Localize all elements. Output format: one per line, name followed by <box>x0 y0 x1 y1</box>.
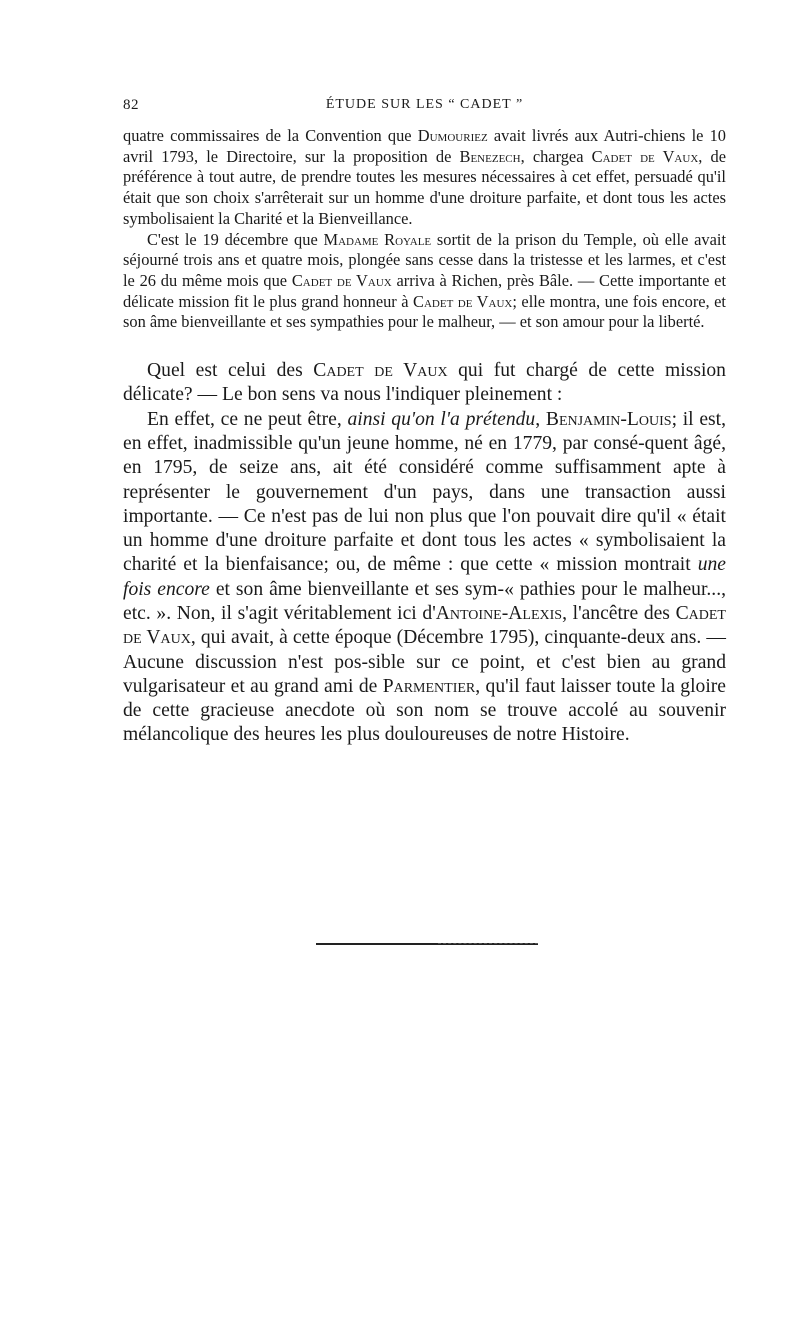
running-title: ÉTUDE SUR LES “ CADET ” <box>325 97 524 112</box>
page-header <box>123 97 726 119</box>
text-span: , chargea <box>520 146 592 166</box>
name-cadet-de-vaux: Cadet de Vaux <box>291 270 392 290</box>
text-span: En effet, ce ne peut être, <box>147 408 348 430</box>
text-span: quatre commissaires de la Convention que <box>123 126 418 145</box>
text-span: ; il est, en effet, inadmissible qu'un jeune homme, né en 1779, par consé-quent âgé, en 1795, de seize ans, ait été considéré comme suffisamment apte à représenter le gouvernement d'un pays, dans une transaction aussi importante. — Ce n'est pas de lui non plus que l'on pouvait dire qu'il « était un homme d'une droiture parfaite et dont tous les actes « symbolisaient la charité et la bienfaisance; ou, de même : que cette « mission montrait <box>123 408 727 576</box>
name-madame-royale: Madame Royale <box>323 229 432 249</box>
text-span: , qui avait, à cette époque (Décembre 1795), cinquante-deux ans. — Aucune discussion n'est pos-sible sur ce point, et c'est bien au grand vulgarisateur et au grand ami de <box>123 627 726 697</box>
text-span: sortit de la prison du Temple, où elle avait séjourné trois ans et quatre mois, plongée sans cesse dans la tristesse et les larmes, et c'est le 26 du même mois que <box>123 229 726 290</box>
page-number: 82 <box>123 97 139 113</box>
text-span: , l'ancêtre des <box>562 603 676 624</box>
paragraph-4 <box>123 408 726 748</box>
name-benezech: Benezech <box>459 146 521 166</box>
name-parmentier: Parmentier <box>382 675 476 697</box>
section-end-rule-tail <box>438 943 538 944</box>
italic-phrase: une fois encore <box>123 554 726 600</box>
name-antoine-alexis: Antoine-Alexis <box>435 603 563 624</box>
name-cadet-de-vaux: Cadet de Vaux <box>313 360 448 382</box>
text-span: arriva à Richen, près Bâle. — Cette importante et délicate mission fit le plus grand honneur à <box>123 270 726 311</box>
text-span: , <box>535 408 546 430</box>
page-body <box>123 97 726 748</box>
paragraph-3 <box>123 359 726 408</box>
name-cadet-de-vaux: Cadet de Vaux <box>123 603 726 649</box>
text-span: , qu'il faut laisser toute la gloire de cette gracieuse anecdote où son nom se trouve accolé au souvenir mélancolique des heures les plus douloureuses de notre Histoire. <box>123 675 727 746</box>
name-cadet-de-vaux: Cadet de Vaux <box>591 146 699 166</box>
name-dumouriez: Dumouriez <box>417 126 488 145</box>
paragraph-2 <box>123 230 726 334</box>
text-span: , de préférence à tout autre, de prendre toutes les mesures nécessaires à cet effet, persuadé qu'il était que son choix s'arrêterait sur un homme d'une droiture parfaite, et dont tous les actes symbolisaient la Charité et la Bienveillance. <box>123 146 726 228</box>
text-span: et son âme bienveillante et ses sym-« pathies pour le malheur..., etc. ». Non, il s'agit véritablement ici d' <box>123 578 726 624</box>
text-span: avait livrés aux Autri-chiens le 10 avril 1793, le Directoire, sur la proposition de <box>123 126 726 166</box>
name-benjamin-louis: Benjamin-Louis <box>545 408 672 430</box>
italic-phrase: ainsi qu'on l'a prétendu <box>347 408 536 430</box>
text-span: qui fut chargé de cette mission délicate? — Le bon sens va nous l'indiquer pleinement : <box>123 360 726 406</box>
name-cadet-de-vaux: Cadet de Vaux <box>413 291 513 311</box>
text-span: C'est le 19 décembre que <box>147 229 324 249</box>
paragraph-1 <box>123 126 726 230</box>
text-span: ; elle montra, une fois encore, et son âme bienveillante et ses sympathies pour le malheur, — et son amour pour la liberté. <box>123 291 726 332</box>
text-span: Quel est celui des <box>147 360 314 382</box>
